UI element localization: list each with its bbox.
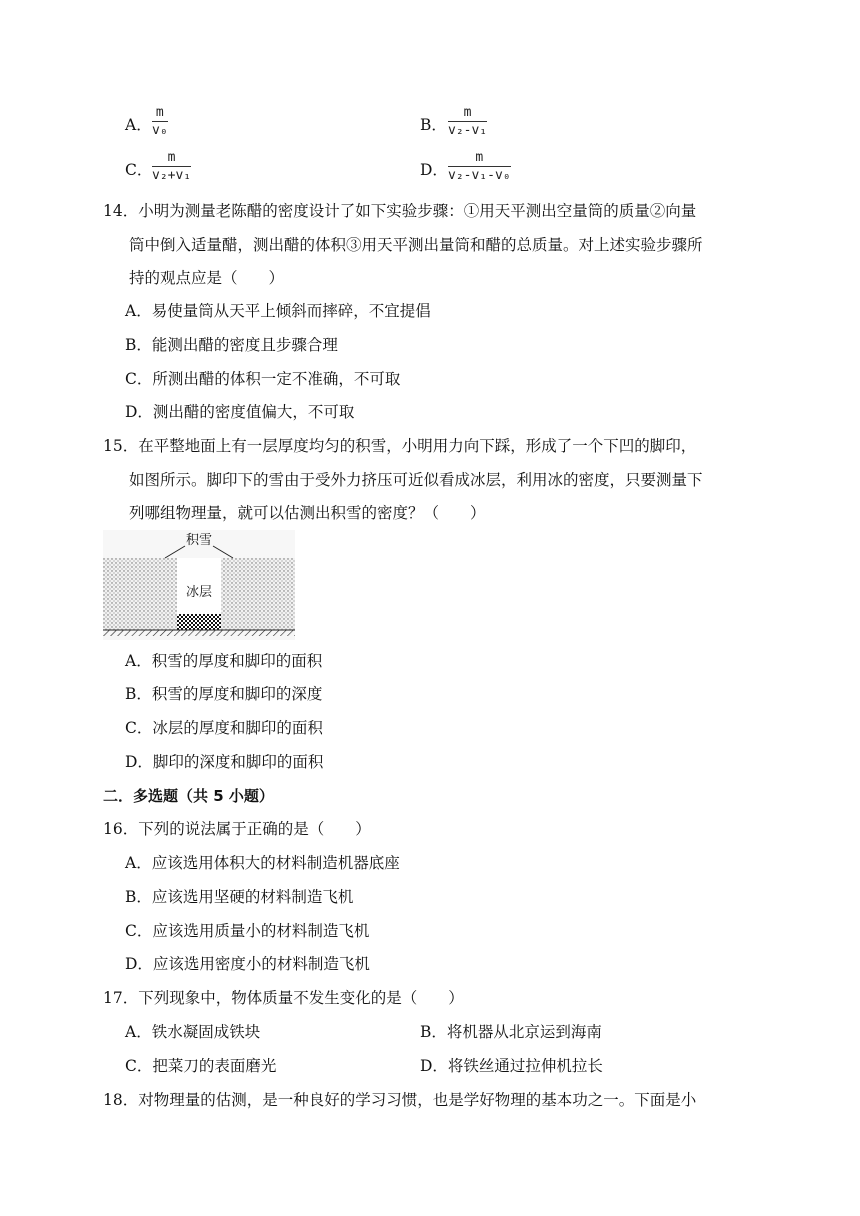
q15-option-a: A．积雪的厚度和脚印的面积	[125, 652, 323, 670]
fraction-numerator: m	[167, 150, 176, 165]
snow-layer-right	[221, 558, 295, 630]
q14-stem-line-1: 14．小明为测量老陈醋的密度设计了如下实验步骤：①用天平测出空量筒的质量②向量	[103, 202, 697, 220]
q13-option-c-label: C．	[125, 161, 153, 179]
q13-option-b-label: B．	[420, 116, 447, 134]
fraction-denominator: v₂-v₁	[448, 123, 488, 138]
q13-option-b-fraction	[448, 106, 487, 138]
q14-stem-line-3: 持的观点应是（ ）	[129, 269, 285, 287]
q14-stem-line-2: 筒中倒入适量醋，测出醋的体积③用天平测出量筒和醋的总质量。对上述实验步骤所	[129, 236, 703, 254]
q13-option-a-label: A．	[125, 116, 152, 134]
q15-option-b: B．积雪的厚度和脚印的深度	[125, 685, 323, 703]
q14-option-d: D．测出醋的密度值偏大，不可取	[125, 403, 355, 421]
q14-option-c: C．所测出醋的体积一定不准确，不可取	[125, 370, 401, 388]
fraction-denominator: v₂+v₁	[152, 168, 192, 183]
q16-option-c: C．应该选用质量小的材料制造飞机	[125, 922, 370, 940]
q17-stem: 17．下列现象中，物体质量不发生变化的是（ ）	[103, 989, 464, 1007]
q14-option-b: B．能测出醋的密度且步骤合理	[125, 336, 338, 354]
q15-stem-line-1: 15．在平整地面上有一层厚度均匀的积雪，小明用力向下踩，形成了一个下凹的脚印，	[103, 437, 697, 455]
fraction-denominator: v₂-v₁-v₀	[448, 168, 511, 183]
snow-footprint-figure	[103, 530, 295, 640]
fraction-numerator: m	[155, 105, 164, 120]
q13-option-d-label: D．	[420, 161, 448, 179]
q13-option-d-fraction	[448, 151, 511, 183]
fraction-numerator: m	[475, 150, 484, 165]
snow-label: 积雪	[185, 533, 213, 548]
q15-option-c: C．冰层的厚度和脚印的面积	[125, 719, 323, 737]
q15-stem-line-3: 列哪组物理量，就可以估测出积雪的密度？（ ）	[129, 504, 486, 522]
q17-option-c: C．把菜刀的表面磨光	[125, 1057, 277, 1075]
q15-stem-line-2: 如图所示。脚印下的雪由于受外力挤压可近似看成冰层，利用冰的密度，只要测量下	[129, 471, 703, 489]
q16-option-d: D．应该选用密度小的材料制造飞机	[125, 955, 370, 973]
ice-label: 冰层	[185, 585, 213, 600]
q17-option-d: D．将铁丝通过拉伸机拉长	[420, 1057, 603, 1075]
ice-layer	[177, 614, 221, 630]
snow-layer-left	[103, 558, 177, 630]
ground-hatch	[103, 630, 295, 636]
fraction-denominator: v₀	[152, 123, 168, 138]
q14-option-a: A．易使量筒从天平上倾斜而摔碎，不宜提倡	[125, 302, 431, 320]
q13-option-a-fraction	[152, 106, 168, 138]
q18-stem-line-1: 18．对物理量的估测，是一种良好的学习习惯，也是学好物理的基本功之一。下面是小	[103, 1091, 697, 1109]
q17-option-b: B．将机器从北京运到海南	[420, 1023, 602, 1041]
q15-option-d: D．脚印的深度和脚印的面积	[125, 753, 324, 771]
fraction-numerator: m	[463, 105, 472, 120]
q17-option-a: A．铁水凝固成铁块	[125, 1023, 261, 1041]
q16-option-a: A．应该选用体积大的材料制造机器底座	[125, 854, 400, 872]
q13-option-c-fraction	[152, 151, 191, 183]
q16-stem: 16．下列的说法属于正确的是（ ）	[103, 820, 371, 838]
section-title-multiple-choice: 二．多选题（共 5 小题）	[103, 787, 274, 805]
q16-option-b: B．应该选用坚硬的材料制造飞机	[125, 888, 354, 906]
